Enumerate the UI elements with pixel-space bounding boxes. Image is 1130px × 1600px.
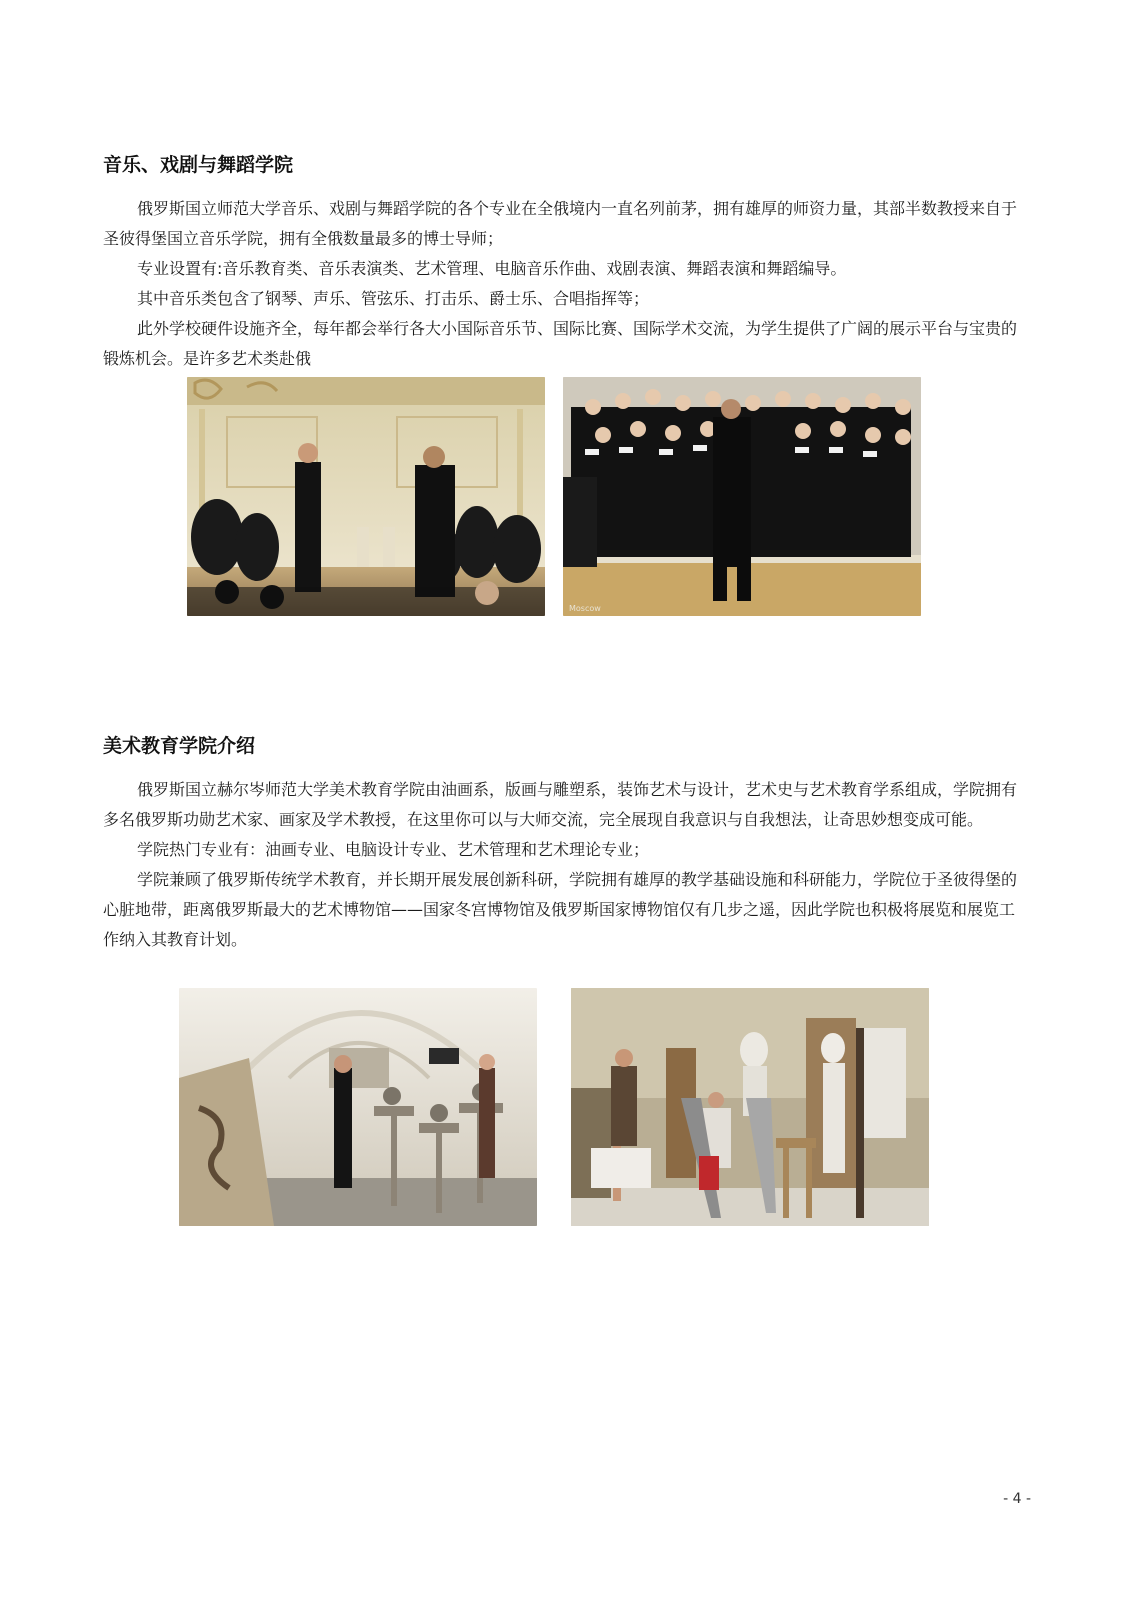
paragraph: 学院兼顾了俄罗斯传统学术教育，并长期开展发展创新科研，学院拥有雄厚的教学基础设施和科研能力，学院位于圣彼得堡的心脏地带，距离俄罗斯最大的艺术博物馆——国家冬宫博物馆及俄罗斯国家博物馆仅有几步之遥，因此学院也积极将展览和展览工作纳入其教育计划。 (103, 870, 1018, 949)
drawing-class-photo (571, 988, 929, 1226)
choir-performance-photo (563, 377, 921, 616)
paragraph: 此外学校硬件设施齐全，每年都会举行各大小国际音乐节、国际比赛、国际学术交流，为学生提供了广阔的展示平台与宝贵的锻炼机会。是许多艺术类赴俄 (103, 319, 1018, 368)
sculpture-studio-photo (179, 988, 537, 1226)
section-title-fine-arts: 美术教育学院介绍 (103, 735, 256, 757)
section-body-music (103, 194, 1028, 374)
paragraph: 学院热门专业有：油画专业、电脑设计专业、艺术管理和艺术理论专业； (137, 840, 650, 859)
paragraph: 专业设置有:音乐教育类、音乐表演类、艺术管理、电脑音乐作曲、戏剧表演、舞蹈表演和舞蹈编导。 (137, 259, 847, 278)
photo-watermark: Moscow (569, 604, 601, 613)
paragraph: 俄罗斯国立师范大学音乐、戏剧与舞蹈学院的各个专业在全俄境内一直名列前茅，拥有雄厚的师资力量，其部半数教授来自于圣彼得堡国立音乐学院，拥有全俄数量最多的博士导师； (103, 199, 1018, 248)
section-title-music: 音乐、戏剧与舞蹈学院 (103, 154, 294, 176)
section-body-fine-arts (103, 775, 1028, 955)
paragraph: 其中音乐类包含了钢琴、声乐、管弦乐、打击乐、爵士乐、合唱指挥等； (137, 289, 650, 308)
orchestra-concert-photo (187, 377, 545, 616)
page-number: - 4 - (1003, 1491, 1031, 1507)
paragraph: 俄罗斯国立赫尔岑师范大学美术教育学院由油画系，版画与雕塑系，装饰艺术与设计，艺术史与艺术教育学系组成，学院拥有多名俄罗斯功勋艺术家、画家及学术教授，在这里你可以与大师交流，完全展现自我意识与自我想法，让奇思妙想变成可能。 (103, 780, 1018, 829)
